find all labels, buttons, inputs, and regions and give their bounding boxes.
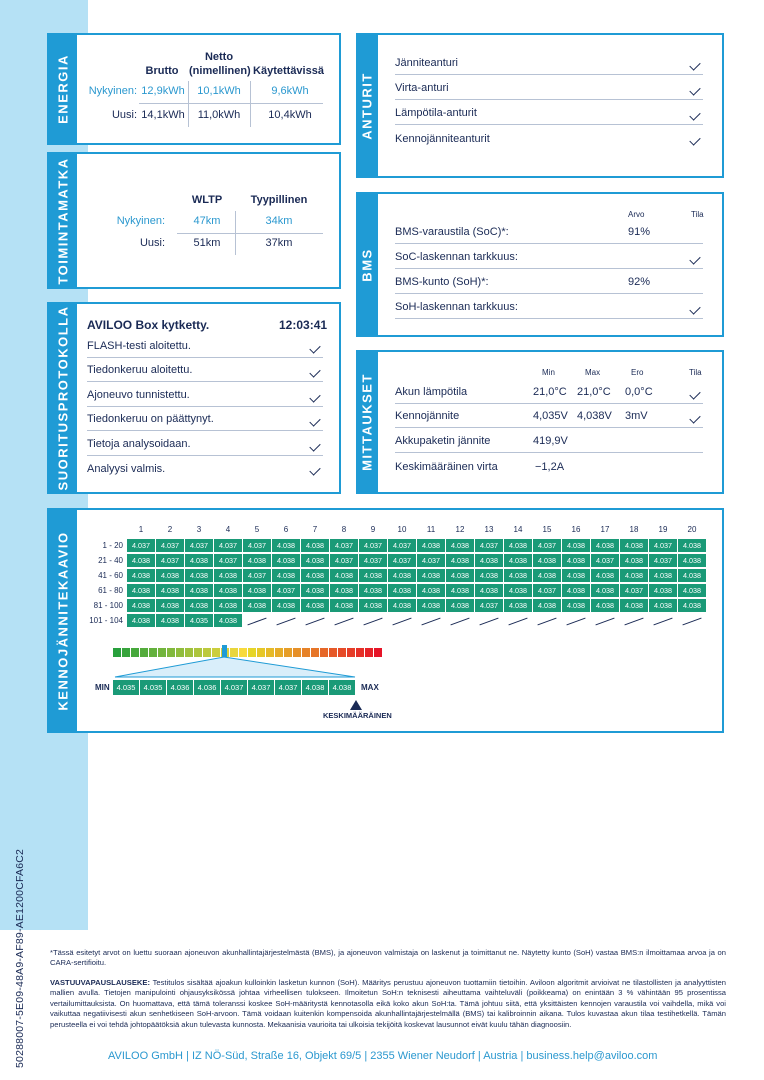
column-label: 5 — [254, 525, 260, 534]
voltage-cell: 4.037 — [127, 539, 155, 552]
voltage-cell: 4.038 — [214, 614, 242, 627]
voltage-cell: 4.038 — [678, 599, 706, 612]
energy-value: 10,4kWh — [268, 109, 312, 121]
empty-cell-marker — [566, 618, 585, 626]
column-label: 19 — [658, 525, 668, 534]
scale-value-cell: 4.036 — [194, 680, 220, 695]
voltage-cell: 4.037 — [330, 554, 358, 567]
column-label: 20 — [687, 525, 697, 534]
average-marker-icon — [350, 700, 362, 710]
voltage-cell: 4.038 — [417, 539, 445, 552]
measurements-title: MITTAUKSET — [359, 373, 375, 471]
energy-header-available: Käytettävissä — [253, 65, 324, 77]
empty-cell-marker — [305, 618, 324, 626]
empty-cell-marker — [624, 618, 643, 626]
scale-segment — [266, 648, 274, 657]
scale-segment — [248, 648, 256, 657]
voltage-cell: 4.038 — [504, 554, 532, 567]
check-icon — [309, 366, 320, 377]
check-icon — [689, 59, 700, 70]
protocol-step: Ajoneuvo tunnistettu. — [87, 387, 323, 407]
voltage-cell: 4.038 — [562, 584, 590, 597]
voltage-cell: 4.038 — [504, 569, 532, 582]
empty-cell-marker — [595, 618, 614, 626]
voltage-cell: 4.037 — [185, 539, 213, 552]
energy-header-netto: Netto (nimellinen) — [189, 51, 251, 77]
energy-value: 14,1kWh — [141, 109, 185, 121]
voltage-cell: 4.038 — [649, 599, 677, 612]
scale-segment — [284, 648, 292, 657]
voltage-cell: 4.038 — [272, 599, 300, 612]
voltage-cell: 4.038 — [127, 554, 155, 567]
voltage-cell: 4.037 — [417, 554, 445, 567]
disclaimer-heading: VASTUUVAPAUSLAUSEKE: — [50, 978, 150, 987]
column-label: 18 — [629, 525, 639, 534]
column-label: 13 — [484, 525, 494, 534]
protocol-title: SUORITUSPROTOKOLLA — [55, 305, 71, 491]
disclaimer-text: Testitulos sisältää ajoakun kulloinkin lasketun kunnon (SoH). Määritys perustuu ajoneuvon tuottamiin tietoihin. Aviloon algoritmit arvioivat ne tilastollisten ja analyyttisten mallien avulla. Tietojen manipulointi ohjausyksikössä johtaa virheellisen tulokseen. Ilmoitetun SoH:n teknisesti aiheuttama vaihteluväli (poikkeama) on enintään 3 % vähintään 95 prosentissa vertailumittauksista. On huomattava, että tämä toleranssi koskee SoH-määritystä kennotasolla eikä koko akun SoH:ta. Tämä johtuu siitä, että yksittäisten kennojen varaustila voi vaihdella, mikä voi vaikuttaa negatiivisesti akun senhetkiseen SoH-arvoon. Tämä voidaan kuitenkin kompensoida akunhallintajärjestelmällä (BMS) tai kalibroinnin aikana. Tulos kuvastaa akun tilaa testihetkellä. Tämän perusteella ei voi tehdä johtopäätöksiä akun tulevasta kunnosta. Mekaanisia vaurioita tai ulkoisia tekijöitä koskevat lausunnot eivät kuulu tähän diagnoosiin. — [50, 978, 726, 1029]
bms-card — [378, 192, 724, 337]
protocol-step: FLASH-testi aloitettu. — [87, 338, 323, 358]
protocol-step: Analyysi valmis. — [87, 460, 323, 480]
voltage-cell: 4.038 — [301, 584, 329, 597]
range-row-label: Uusi: — [139, 237, 165, 249]
voltage-cell: 4.038 — [127, 599, 155, 612]
voltage-cell: 4.037 — [533, 584, 561, 597]
scale-value-cell: 4.038 — [329, 680, 355, 695]
voltage-cell: 4.038 — [301, 539, 329, 552]
average-label: KESKIMÄÄRÄINEN — [323, 711, 392, 720]
meas-row: Akun lämpötila 21,0°C 21,0°C 0,0°C — [395, 382, 703, 404]
meas-row: Akkupaketin jännite 419,9V — [395, 431, 703, 453]
disclaimer — [50, 978, 726, 1030]
row-label: 61 - 80 — [98, 586, 123, 595]
energy-value: 9,6kWh — [271, 85, 309, 97]
document-id: 50288007-5E09-48A9-AF89-AE1200CFA6C2 — [14, 848, 26, 1068]
column-label: 15 — [542, 525, 552, 534]
voltage-cell: 4.037 — [533, 539, 561, 552]
empty-cell-marker — [421, 618, 440, 626]
scale-segment — [230, 648, 238, 657]
empty-cell-marker — [682, 618, 701, 626]
voltage-cell: 4.038 — [649, 569, 677, 582]
check-icon — [309, 415, 320, 426]
scale-segment — [356, 648, 364, 657]
empty-cell-marker — [247, 618, 266, 626]
voltage-cell: 4.037 — [359, 554, 387, 567]
scale-segment — [176, 648, 184, 657]
voltage-cell: 4.038 — [243, 554, 271, 567]
range-header-wltp: WLTP — [191, 194, 223, 206]
sensor-item: Jänniteanturi — [395, 53, 703, 75]
voltage-cell: 4.038 — [359, 584, 387, 597]
cell-voltage-heatmap — [49, 510, 722, 731]
column-label: 16 — [571, 525, 581, 534]
scale-min-label: MIN — [95, 683, 110, 692]
scale-value-cell: 4.037 — [275, 680, 301, 695]
protocol-step: Tiedonkeruu aloitettu. — [87, 362, 323, 382]
voltage-cell: 4.038 — [156, 614, 184, 627]
scale-value-cell: 4.037 — [221, 680, 247, 695]
sensors-tab — [356, 33, 378, 178]
voltage-cell: 4.038 — [214, 599, 242, 612]
column-label: 3 — [196, 525, 202, 534]
voltage-cell: 4.038 — [678, 569, 706, 582]
column-label: 7 — [312, 525, 318, 534]
scale-value-cell: 4.038 — [302, 680, 328, 695]
scale-segment — [194, 648, 202, 657]
voltage-cell: 4.038 — [330, 584, 358, 597]
voltage-cell: 4.037 — [649, 554, 677, 567]
voltage-cell: 4.038 — [185, 584, 213, 597]
voltage-cell: 4.038 — [156, 569, 184, 582]
column-label: 14 — [513, 525, 523, 534]
voltage-cell: 4.038 — [678, 554, 706, 567]
range-value: 51km — [193, 237, 221, 249]
voltage-cell: 4.038 — [388, 569, 416, 582]
check-icon — [689, 134, 700, 145]
voltage-cell: 4.038 — [156, 584, 184, 597]
voltage-cell: 4.038 — [359, 599, 387, 612]
scale-segment — [167, 648, 175, 657]
voltage-cell: 4.038 — [417, 599, 445, 612]
voltage-cell: 4.038 — [127, 584, 155, 597]
sensor-item: Kennojänniteanturit — [395, 128, 703, 150]
empty-cell-marker — [276, 618, 295, 626]
column-label: 11 — [426, 525, 436, 534]
voltage-cell: 4.038 — [504, 539, 532, 552]
check-icon — [689, 388, 700, 399]
voltage-cell: 4.038 — [156, 599, 184, 612]
scale-value-cell: 4.036 — [167, 680, 193, 695]
scale-segment — [149, 648, 157, 657]
voltage-cell: 4.038 — [417, 569, 445, 582]
energy-header-brutto: Brutto — [145, 65, 179, 77]
bms-col-value: Arvo — [628, 210, 645, 219]
scale-segment — [347, 648, 355, 657]
voltage-cell: 4.038 — [446, 599, 474, 612]
voltage-cell: 4.038 — [649, 584, 677, 597]
range-title: TOIMINTAMATKA — [55, 156, 71, 285]
voltage-cell: 4.038 — [185, 554, 213, 567]
column-label: 8 — [341, 525, 347, 534]
range-card — [47, 152, 341, 289]
voltage-cell: 4.038 — [301, 554, 329, 567]
sensor-item: Virta-anturi — [395, 78, 703, 100]
check-icon — [309, 440, 320, 451]
bms-title: BMS — [359, 247, 375, 282]
energy-value: 11,0kWh — [197, 109, 241, 121]
voltage-cell: 4.038 — [620, 569, 648, 582]
voltage-cell: 4.038 — [620, 599, 648, 612]
voltage-cell: 4.037 — [388, 554, 416, 567]
scale-segment — [131, 648, 139, 657]
voltage-cell: 4.038 — [330, 599, 358, 612]
range-row-label: Nykyinen: — [116, 215, 165, 227]
voltage-cell: 4.038 — [446, 584, 474, 597]
bms-row: SoC-laskennan tarkkuus: — [395, 247, 703, 269]
scale-segment — [374, 648, 382, 657]
scale-segment — [275, 648, 283, 657]
column-label: 2 — [167, 525, 173, 534]
voltage-cell: 4.038 — [533, 569, 561, 582]
column-label: 1 — [138, 525, 144, 534]
bms-row: SoH-laskennan tarkkuus: — [395, 297, 703, 319]
meas-row: Kennojännite 4,035V 4,038V 3mV — [395, 406, 703, 428]
empty-cell-marker — [334, 618, 353, 626]
voltage-cell: 4.038 — [214, 569, 242, 582]
empty-cell-marker — [508, 618, 527, 626]
range-tab — [49, 154, 77, 287]
voltage-cell: 4.038 — [301, 599, 329, 612]
range-value: 37km — [265, 237, 293, 249]
scale-segment — [239, 648, 247, 657]
empty-cell-marker — [537, 618, 556, 626]
scale-segment — [338, 648, 346, 657]
bms-tab — [356, 192, 378, 337]
bms-row: BMS-varaustila (SoC)*: 91% — [395, 222, 703, 244]
voltage-cell: 4.037 — [649, 539, 677, 552]
protocol-step: Tiedonkeruu on päättynyt. — [87, 411, 323, 431]
voltage-cell: 4.037 — [620, 584, 648, 597]
voltage-cell: 4.038 — [185, 599, 213, 612]
voltage-cell: 4.038 — [214, 584, 242, 597]
range-header-typical: Tyypillinen — [250, 194, 308, 206]
empty-cell-marker — [363, 618, 382, 626]
meas-col-status: Tila — [689, 368, 702, 377]
empty-cell-marker — [450, 618, 469, 626]
voltage-cell: 4.038 — [562, 539, 590, 552]
energy-tab — [49, 35, 77, 143]
voltage-cell: 4.038 — [620, 539, 648, 552]
voltage-cell: 4.038 — [243, 599, 271, 612]
protocol-header: AVILOO Box kytketty. — [87, 318, 210, 332]
row-label: 1 - 20 — [102, 541, 123, 550]
scale-segment — [320, 648, 328, 657]
scale-segment — [329, 648, 337, 657]
voltage-cell: 4.038 — [272, 554, 300, 567]
voltage-cell: 4.038 — [620, 554, 648, 567]
voltage-cell: 4.038 — [446, 554, 474, 567]
voltage-cell: 4.038 — [446, 539, 474, 552]
energy-row-label: Nykyinen: — [88, 85, 137, 97]
column-label: 10 — [397, 525, 407, 534]
row-label: 81 - 100 — [93, 601, 123, 610]
voltage-cell: 4.038 — [446, 569, 474, 582]
footnote: *Tässä esitetyt arvot on luettu suoraan ajoneuvon akunhallintajärjestelmästä (BMS), ja ajoneuvon valmistaja on laskenut ja toimittanut ne. Näytetty kunto (SoH) vastaa BMS:n ilmoittamaa arvoa ja on CARA-sertifioitu. — [50, 948, 726, 968]
voltage-cell: 4.037 — [214, 539, 242, 552]
energy-value: 10,1kWh — [197, 85, 241, 97]
check-icon — [309, 391, 320, 402]
scale-segment — [257, 648, 265, 657]
voltage-cell: 4.037 — [330, 539, 358, 552]
scale-segment — [302, 648, 310, 657]
voltage-cell: 4.038 — [475, 584, 503, 597]
check-icon — [309, 342, 320, 353]
voltage-cell: 4.038 — [330, 569, 358, 582]
voltage-cell: 4.037 — [475, 539, 503, 552]
scale-value-cell: 4.035 — [140, 680, 166, 695]
scale-segment — [203, 648, 211, 657]
scale-segment — [113, 648, 121, 657]
voltage-cell: 4.037 — [214, 554, 242, 567]
column-label: 4 — [225, 525, 231, 534]
energy-card — [47, 33, 341, 145]
energy-value: 12,9kWh — [141, 85, 185, 97]
footer: AVILOO GmbH | IZ NÖ-Süd, Straße 16, Objekt 69/5 | 2355 Wiener Neudorf | Austria | business.help@aviloo.com — [108, 1050, 658, 1062]
measurements-card — [378, 350, 724, 494]
voltage-cell: 4.038 — [243, 584, 271, 597]
voltage-cell: 4.038 — [562, 569, 590, 582]
column-label: 9 — [370, 525, 376, 534]
empty-cell-marker — [479, 618, 498, 626]
voltage-cell: 4.038 — [388, 584, 416, 597]
empty-cell-marker — [392, 618, 411, 626]
check-icon — [689, 109, 700, 120]
voltage-cell: 4.038 — [678, 584, 706, 597]
voltage-cell: 4.038 — [359, 569, 387, 582]
voltage-cell: 4.037 — [243, 569, 271, 582]
sensors-title: ANTURIT — [359, 71, 375, 140]
bms-row: BMS-kunto (SoH)*: 92% — [395, 272, 703, 294]
sensors-card — [378, 33, 724, 178]
voltage-cell: 4.037 — [591, 554, 619, 567]
voltage-cell: 4.038 — [591, 539, 619, 552]
empty-cell-marker — [653, 618, 672, 626]
meas-row: Keskimääräinen virta −1,2A — [395, 461, 565, 473]
scale-max-label: MAX — [361, 683, 379, 692]
energy-row-label: Uusi: — [111, 109, 137, 121]
cell-voltage-title: KENNOJÄNNITEKAAVIO — [55, 530, 71, 711]
voltage-cell: 4.037 — [243, 539, 271, 552]
scale-segment — [158, 648, 166, 657]
column-label: 17 — [600, 525, 610, 534]
scale-segment — [185, 648, 193, 657]
voltage-cell: 4.038 — [127, 614, 155, 627]
voltage-cell: 4.038 — [678, 539, 706, 552]
scale-segment — [140, 648, 148, 657]
scale-segment — [365, 648, 373, 657]
protocol-tab — [49, 304, 77, 492]
voltage-cell: 4.037 — [156, 554, 184, 567]
row-label: 101 - 104 — [89, 616, 123, 625]
voltage-cell: 4.038 — [417, 584, 445, 597]
voltage-cell: 4.038 — [591, 599, 619, 612]
range-value: 47km — [193, 215, 221, 227]
voltage-cell: 4.038 — [272, 539, 300, 552]
energy-title: ENERGIA — [55, 54, 71, 124]
voltage-cell: 4.038 — [562, 599, 590, 612]
row-label: 41 - 60 — [98, 571, 123, 580]
voltage-cell: 4.037 — [475, 599, 503, 612]
scale-value-cell: 4.035 — [113, 680, 139, 695]
voltage-cell: 4.038 — [504, 584, 532, 597]
voltage-cell: 4.038 — [475, 554, 503, 567]
scale-segment — [293, 648, 301, 657]
column-label: 12 — [455, 525, 465, 534]
voltage-cell: 4.038 — [504, 599, 532, 612]
range-value: 34km — [265, 215, 293, 227]
voltage-cell: 4.035 — [185, 614, 213, 627]
sensor-item: Lämpötila-anturit — [395, 103, 703, 125]
voltage-cell: 4.037 — [272, 584, 300, 597]
check-icon — [309, 464, 320, 475]
voltage-cell: 4.038 — [475, 569, 503, 582]
voltage-cell: 4.038 — [562, 554, 590, 567]
meas-col-max: Max — [585, 368, 601, 377]
voltage-cell: 4.037 — [359, 539, 387, 552]
row-label: 21 - 40 — [98, 556, 123, 565]
voltage-cell: 4.038 — [185, 569, 213, 582]
voltage-cell: 4.038 — [533, 554, 561, 567]
check-icon — [689, 253, 700, 264]
voltage-cell: 4.038 — [591, 584, 619, 597]
scale-segment — [212, 648, 220, 657]
meas-col-min: Min — [542, 368, 555, 377]
protocol-time: 12:03:41 — [279, 318, 328, 332]
voltage-cell: 4.037 — [388, 539, 416, 552]
bms-col-status: Tila — [691, 210, 704, 219]
cell-voltage-card — [47, 508, 724, 733]
voltage-cell: 4.038 — [301, 569, 329, 582]
scale-segment — [122, 648, 130, 657]
check-icon — [689, 303, 700, 314]
voltage-cell: 4.038 — [127, 569, 155, 582]
check-icon — [689, 412, 700, 423]
protocol-step: Tietoja analysoidaan. — [87, 436, 323, 456]
voltage-cell: 4.037 — [156, 539, 184, 552]
column-label: 6 — [283, 525, 289, 534]
voltage-cell: 4.038 — [272, 569, 300, 582]
measurements-tab — [356, 350, 378, 494]
protocol-card — [47, 302, 341, 494]
scale-value-cell: 4.037 — [248, 680, 274, 695]
voltage-cell: 4.038 — [591, 569, 619, 582]
scale-segment — [311, 648, 319, 657]
voltage-cell: 4.038 — [388, 599, 416, 612]
meas-col-diff: Ero — [631, 368, 644, 377]
check-icon — [689, 84, 700, 95]
voltage-cell: 4.038 — [533, 599, 561, 612]
